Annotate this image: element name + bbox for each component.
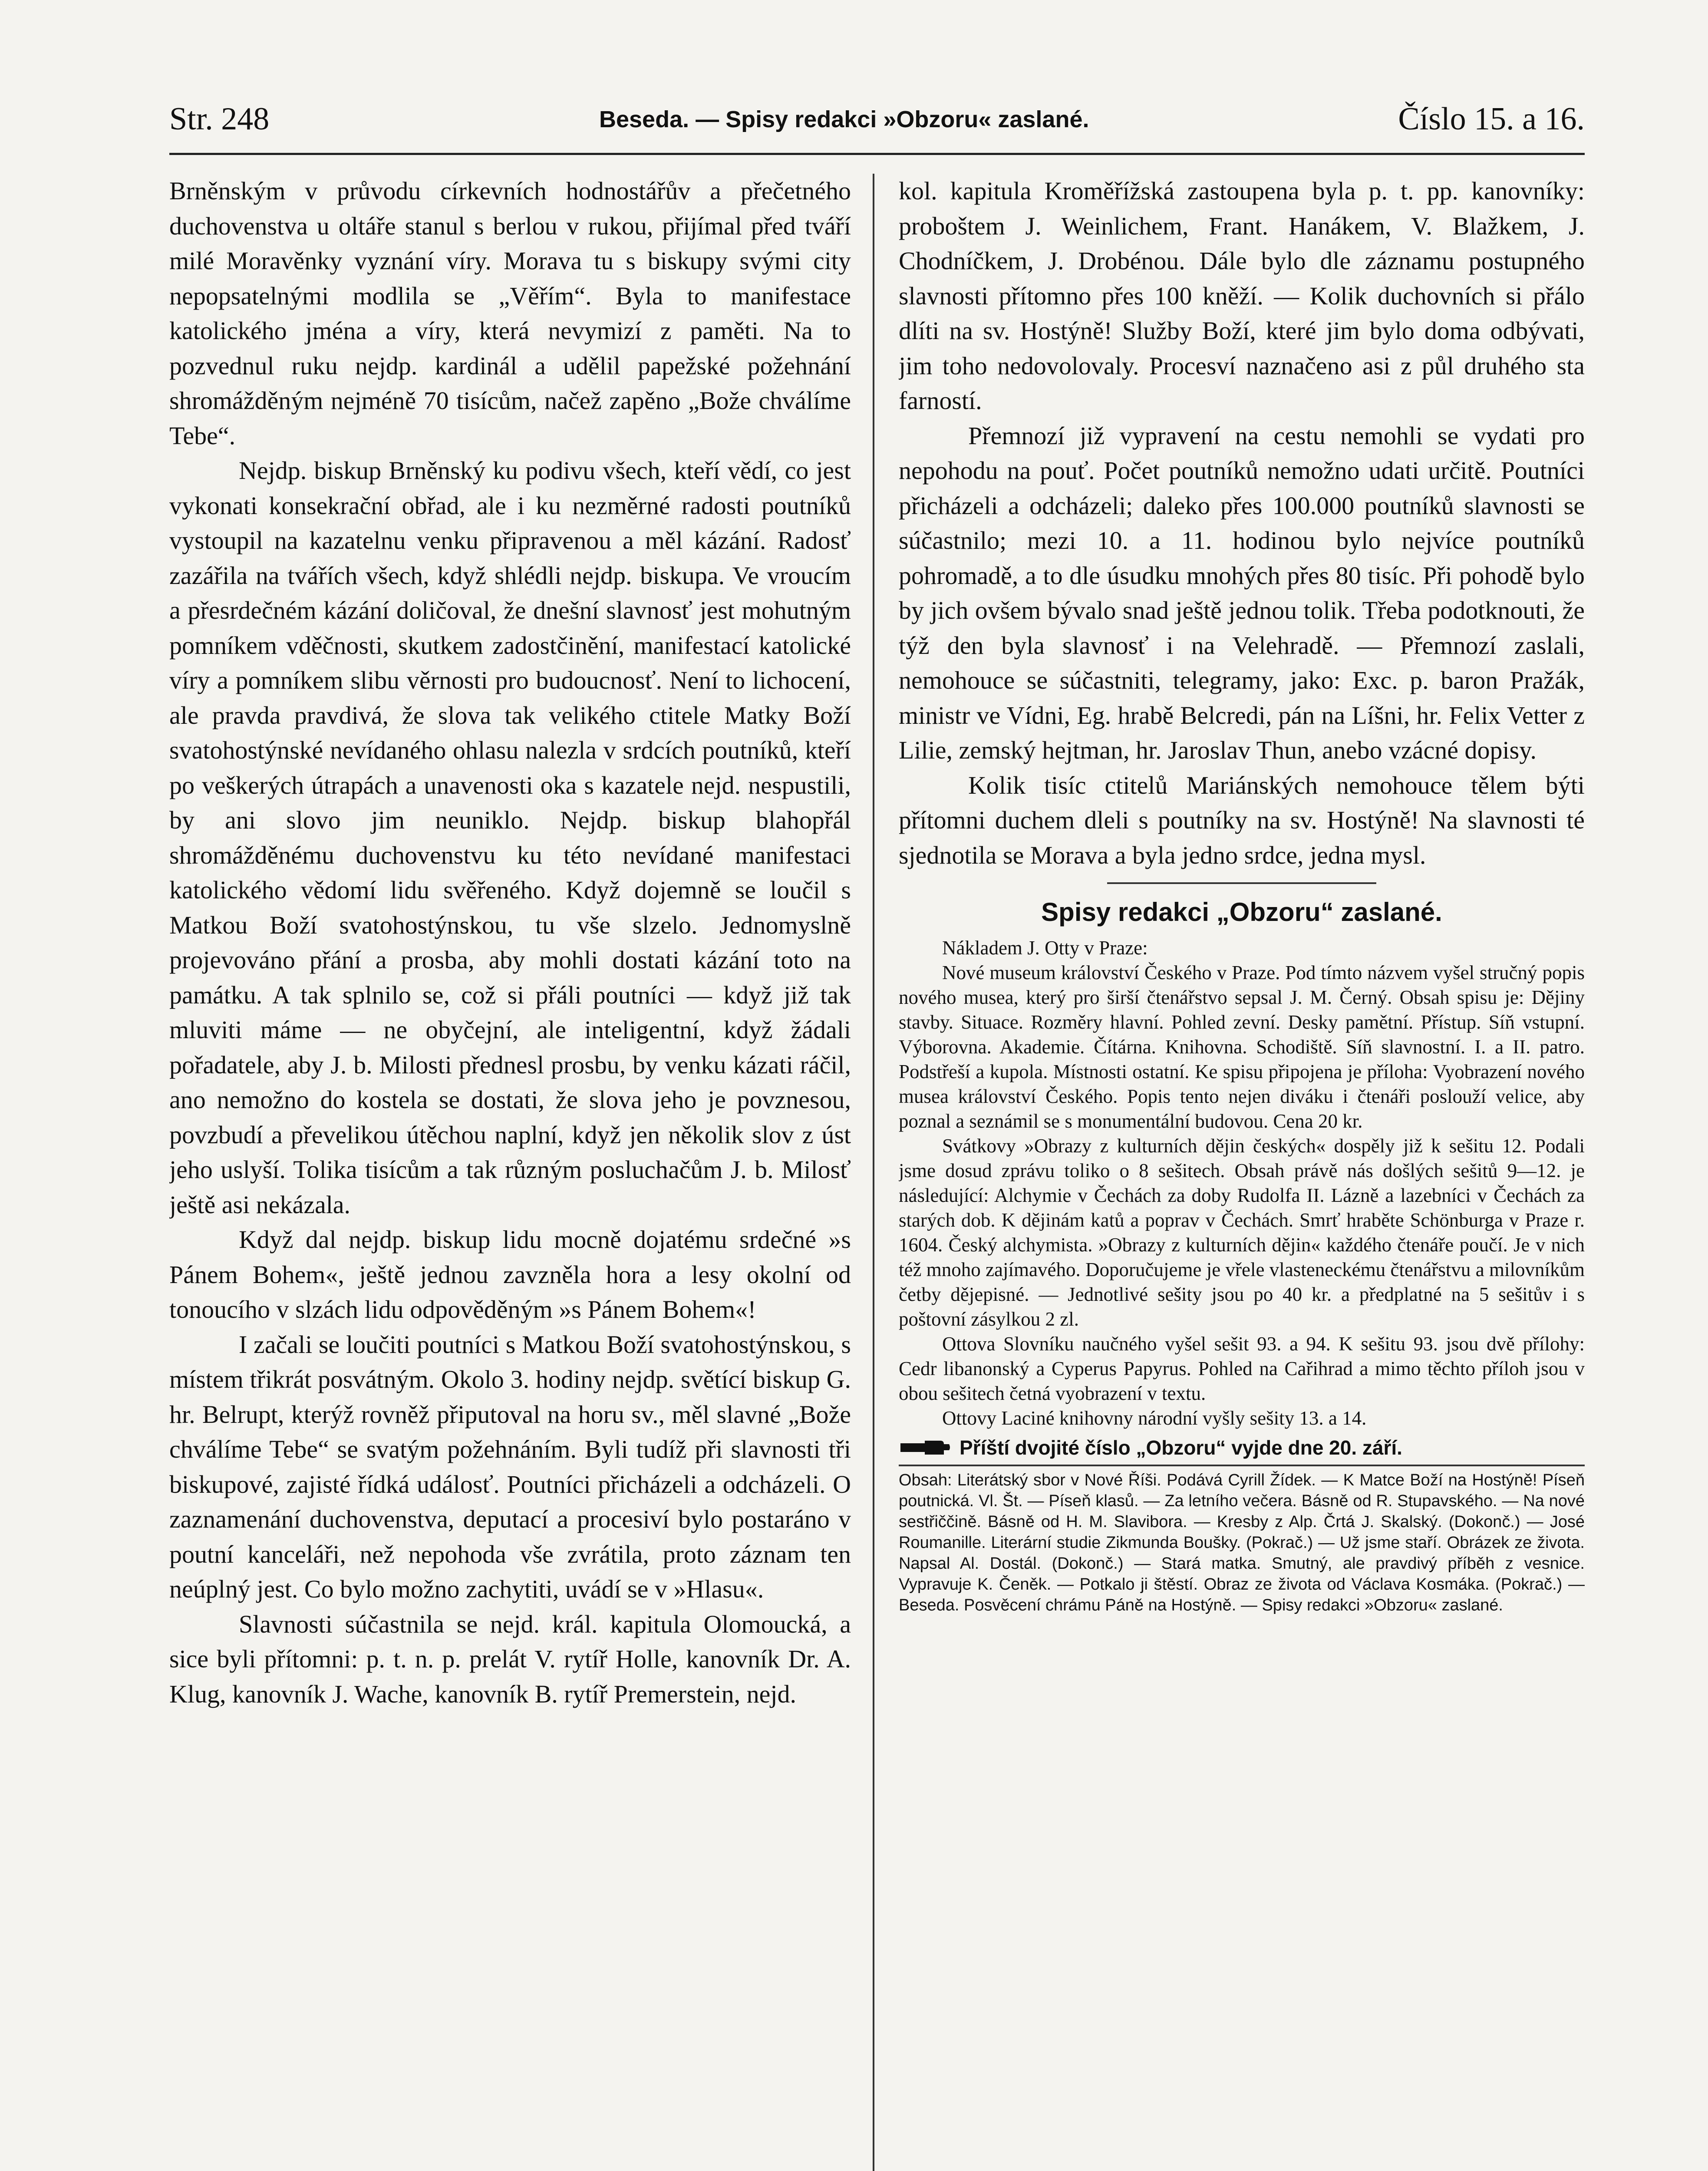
issue-number: Číslo 15. a 16. — [1398, 101, 1585, 137]
paragraph: I začali se loučiti poutníci s Matkou Boží svatohostýnskou, s místem třikrát posvátným. Okolo 3. hodiny nejdp. světící biskup G. hr. Belrupt, kterýž rovněž připutoval na horu sv., měl slavné „Bože chválíme Tebe“ se svatým požehnáním. Byli tudíž při slavnosti tři biskupové, zajisté řídká událosť. Poutníci přicházeli a odcházeli. O zaznamenání duchovenstva, deputací a procesiví bylo postaráno v poutní kanceláři, než nepohoda vše zvrátila, proto záznam ten neúplný jest. Co bylo možno zachytiti, uvádí se v »Hlasu«. — [169, 1330, 851, 1603]
page-header — [169, 101, 1585, 144]
right-column — [899, 174, 1585, 2171]
page-number: Str. 248 — [169, 101, 270, 137]
paragraph: Slavnosti súčastnila se nejd. král. kapitula Olomoucká, a sice byli přítomni: p. t. n. p. prelát V. rytíř Holle, kanovník Dr. A. Klug, kanovník J. Wache, kanovník B. rytíř Premerstein, nejd. — [169, 1610, 851, 1708]
spisy-paragraph: Nákladem J. Otty v Praze: — [942, 937, 1148, 959]
running-title: Beseda. — Spisy redakci »Obzoru« zaslané. — [599, 106, 1089, 132]
section-title: Spisy redakci „Obzoru“ zaslané. — [1041, 897, 1442, 927]
column-divider — [873, 174, 874, 2171]
notice-text: Příští dvojité číslo „Obzoru“ vyjde dne 20. září. — [960, 1436, 1402, 1459]
next-issue-notice — [899, 1436, 1585, 1466]
contents-text: Obsah: Literátský sbor v Nové Říši. Podává Cyrill Žídek. — K Matce Boží na Hostýně! Píseň poutnická. Vl. Št. — Píseň klasů. — Za letního večera. Básně od R. Stupavského. — Na nové sestřiččině. Básně od H. M. Slavibora. — Kresby z Alp. Črtá J. Skalský. (Dokonč.) — José Roumanille. Literární studie Zikmunda Boušky. (Pokrač.) — Už jsme staří. Obrázek ze života. Napsal Al. Dostál. (Dokonč.) — Stará matka. Smutný, ale pravdivý příběh z vesnice. Vypravuje K. Čeněk. — Potkalo ji štěstí. Obraz ze života od Václava Kosmáka. (Pokrač.) — Beseda. Posvěcení chrámu Páně na Hostýně. — Spisy redakci »Obzoru« zaslané. — [899, 1471, 1585, 1614]
header-rule — [169, 153, 1585, 155]
spisy-section — [899, 936, 1585, 1431]
paragraph: Brněnským v průvodu církevních hodnostářův a přečetného duchovenstva u oltáře stanul s berlou v rukou, přijímal před tváří milé Moravěnky vyznání víry. Morava tu s biskupy svými city nepopsatelnými modlila se „Věřím“. Byla to manifestace katolického jména a víry, která nevymizí z paměti. Na to pozvednul ruku nejdp. kardinál a udělil papežské požehnání shromážděným nejméně 70 tisícům, načež zapěno „Bože chválíme Tebe“. — [169, 177, 851, 450]
paragraph: Když dal nejdp. biskup lidu mocně dojatému srdečné »s Pánem Bohem«, ještě jednou zavzněla hora a lesy okolní od tonoucího v slzách lidu odpověděným »s Pánem Bohem«! — [169, 1225, 851, 1323]
spisy-paragraph: Ottovy Laciné knihovny národní vyšly sešity 13. a 14. — [942, 1407, 1367, 1429]
paragraph: Nejdp. biskup Brněnský ku podivu všech, kteří vědí, co jest vykonati konsekrační obřad, ale i ku nezměrné radosti poutníků vystoupil na kazatelnu venku připravenou a měl kázání. Radosť zazářila na tvářích všech, když shlédli nejdp. biskupa. Ve vroucím a přesrdečném kázání doličoval, že dnešní slavnosť jest mohutným pomníkem vděčnosti, skutkem zadostčinění, manifestací katolické víry a pomníkem slibu věrnosti pro budoucnosť. Není to lichocení, ale pravda pravdivá, že slova tak velikého ctitele Matky Boží svatohostýnské nevídaného ohlasu nalezla v srdcích poutníků, kteří po veškerých útrapách a unavenosti oka s kazatele nejd. nespustili, by ani slovo jim neuniklo. Nejdp. biskup blahopřál shromážděnému duchovenstvu ku této nevídané manifestaci katolického vědomí lidu svěřeného. Když dojemně se loučil s Matkou Boží svatohostýnskou, tu vše slzelo. Jednomyslně projevováno přání a prosba, aby mohli dostati kázání toto na památku. A tak splnilo se, což si přáli poutníci — když již tak mluviti máme — ne obyčejní, ale inteligentní, když žádali pořadatele, aby J. b. Milosti přednesl prosbu, by venku kázati ráčil, ano nemožno do kostela se dostati, že slova jeho je povznesou, povzbudí a převelikou útěchou naplní, když jen několik slov z úst jeho uslyší. Tolika tisícům a tak různým posluchačům J. b. Milosť ještě asi nekázala. — [169, 456, 851, 1219]
section-rule — [1107, 882, 1376, 884]
spisy-paragraph: Svátkovy »Obrazy z kulturních dějin českých« dospěly již k sešitu 12. Podali jsme dosud zprávu toliko o 8 sešitech. Obsah právě nás došlých sešitů 9—12. je následující: Alchymie v Čechách za doby Rudolfa II. Lázně a lazebníci v Čechách za starých dob. K dějinám katů a poprav v Čechách. Smrť hraběte Schönburga v Praze r. 1604. Český alchymista. »Obrazy z kulturních dějin« každého čtenáře poučí. Je v nich též mnoho zajímavého. Doporučujeme je vřele vlasteneckému čtenářstvu a milovníkům četby dějepisné. — Jednotlivé sešity jsou po 40 kr. a předplatné na 5 sešitův i s poštovní zásylkou 2 zl. — [899, 1135, 1585, 1330]
pointing-hand-icon — [899, 1437, 951, 1458]
left-column — [169, 174, 851, 2171]
issue-contents — [899, 1470, 1585, 1616]
paragraph: Přemnozí již vypravení na cestu nemohli se vydati pro nepohodu na pouť. Počet poutníků nemožno udati určitě. Poutníci přicházeli a odcházeli; daleko přes 100.000 poutníků slavnosti se súčastnilo; mezi 10. a 11. hodinou bylo nejvíce poutníků pohromadě, a to dle úsudku mnohých přes 80 tisíc. Při pohodě bylo by jich ovšem bývalo snad ještě jednou tolik. Třeba podotknouti, že týž den byla slavnosť i na Velehradě. — Přemnozí zaslali, nemohouce se súčastniti, telegramy, jako: Exc. p. baron Pražák, ministr ve Vídni, Eg. hrabě Belcredi, pán na Líšni, hr. Felix Vetter z Lilie, zemský hejtman, hr. Jaroslav Thun, anebo vzácné dopisy. — [899, 421, 1585, 764]
spisy-paragraph: Ottova Slovníku naučného vyšel sešit 93. a 94. K sešitu 93. jsou dvě přílohy: Cedr libanonský a Cyperus Papyrus. Pohled na Cařihrad a mimo těchto příloh jsou v obou sešitech četná vyobrazení v textu. — [899, 1333, 1585, 1404]
paragraph: Kolik tisíc ctitelů Mariánských nemohouce tělem býti přítomni duchem dleli s poutníky na sv. Hostýně! Na slavnosti té sjednotila se Morava a byla jedno srdce, jedna mysl. — [899, 771, 1585, 869]
spisy-paragraph: Nové museum království Českého v Praze. Pod tímto názvem vyšel stručný popis nového musea, který pro širší čtenářstvo sepsal J. M. Černý. Obsah spisu je: Dějiny stavby. Situace. Rozměry hlavní. Pohled zevní. Desky pamětní. Přístup. Síň vstupní. Výborovna. Akademie. Čítárna. Knihovna. Schodiště. Síň slavnostní. I. a II. patro. Podstřeší a kupola. Místnosti ostatní. Ke spisu připojena je příloha: Vyobrazení nového musea království Českého. Popis tento nejen diváku i čtenáři poslouží velice, aby poznal a seznámil se s monumentální budovou. Cena 20 kr. — [899, 962, 1585, 1132]
paragraph: kol. kapitula Kroměřížská zastoupena byla p. t. pp. kanovníky: proboštem J. Weinlichem, Frant. Hanákem, V. Blažkem, J. Chodníčkem, J. Drobénou. Dále bylo dle záznamu postupného slavnosti přítomno přes 100 kněží. — Kolik duchovních si přálo dlíti na sv. Hostýně! Služby Boží, které jim bylo doma odbývati, jim toho nedovolovaly. Procesví naznačeno asi z půl druhého sta farností. — [899, 177, 1585, 415]
